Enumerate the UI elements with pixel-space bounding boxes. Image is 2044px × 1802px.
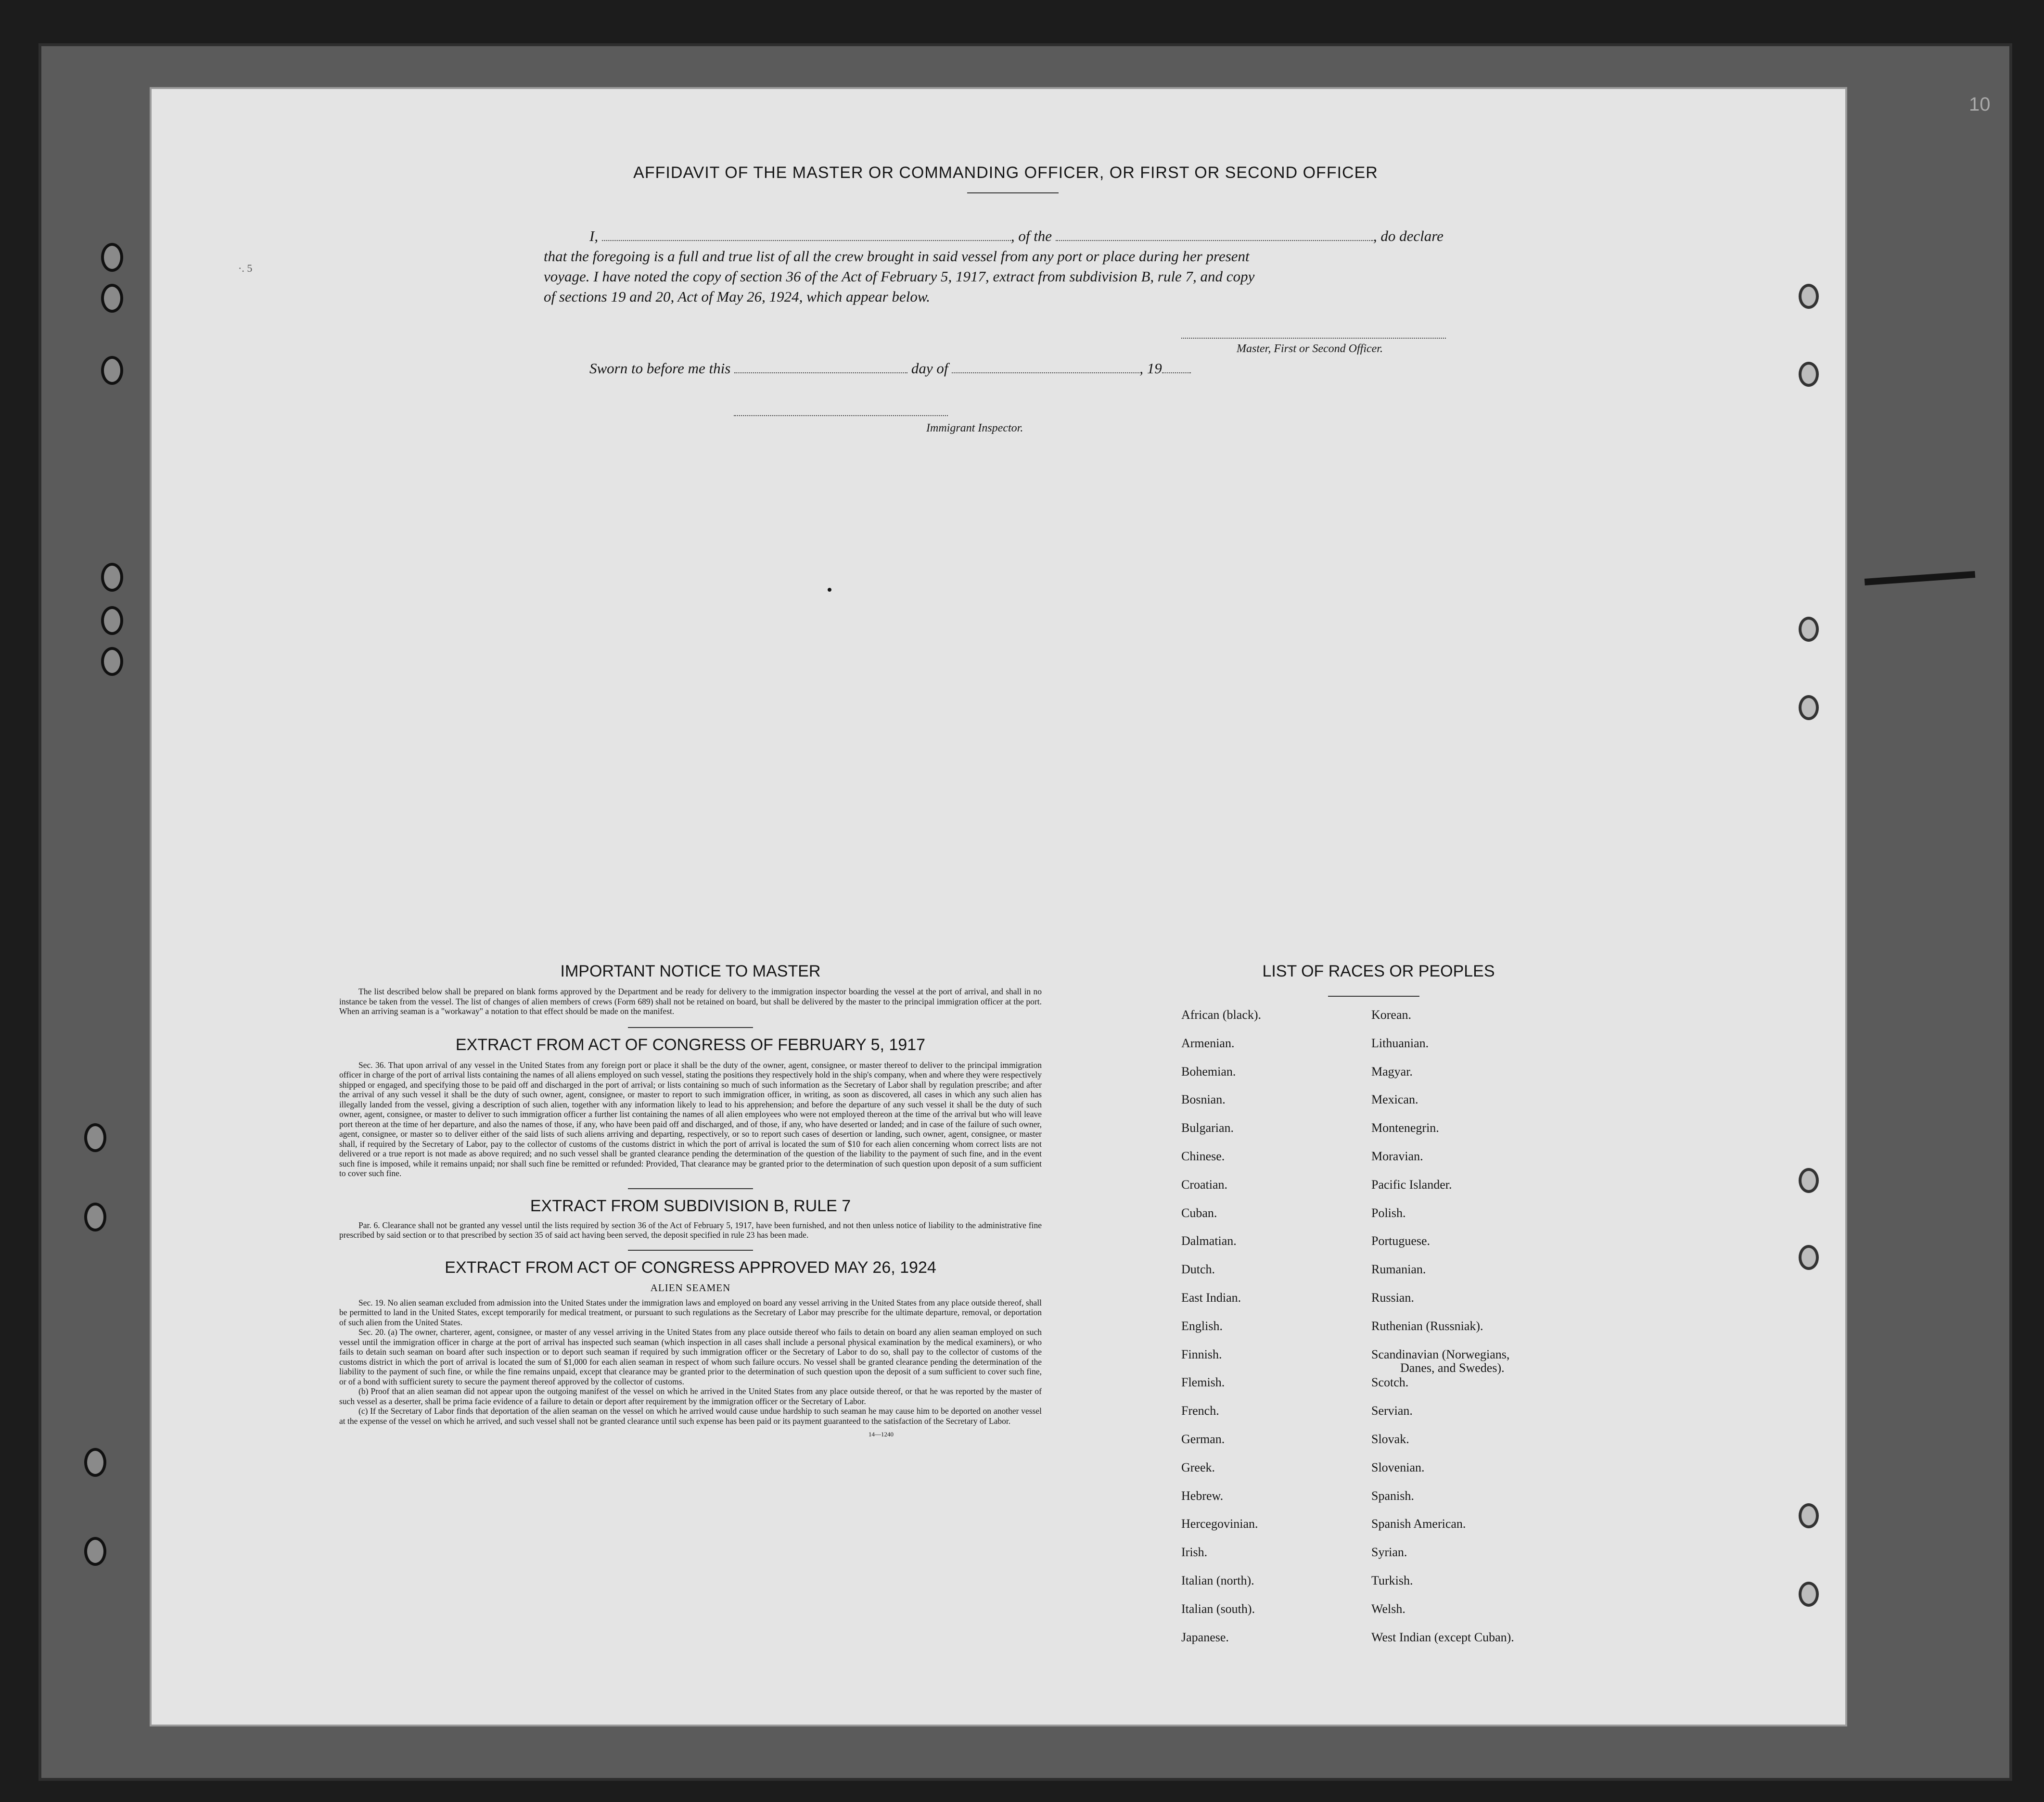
- title-underline: [967, 192, 1059, 193]
- binder-hole: [101, 284, 123, 313]
- race-item: Armenian.: [1181, 1036, 1235, 1050]
- binder-hole: [101, 243, 123, 272]
- race-item: Flemish.: [1181, 1375, 1225, 1390]
- decl-of-the: , of the: [1010, 228, 1052, 244]
- decl-do-declare: , do declare: [1373, 228, 1444, 244]
- race-item: West Indian (except Cuban).: [1371, 1630, 1514, 1644]
- races-title: LIST OF RACES OR PEOPLES: [1262, 962, 1495, 980]
- race-item: Spanish American.: [1371, 1517, 1466, 1531]
- year-blank[interactable]: [1162, 372, 1191, 373]
- extract-1917-title: EXTRACT FROM ACT OF CONGRESS OF FEBRUARY 5, 1917: [455, 1035, 926, 1054]
- race-item: Danes, and Swedes).: [1400, 1360, 1505, 1375]
- extract-1924-sec20b: (b) Proof that an alien seaman did not appear upon the outgoing manifest of the vessel on which he arrived in the United States from any place outside thereof, or that he was reported by the master of such vessel as a deserter, shall be prima facie evidence of a failure to detain or deport after requirement by the immigration officer or the Secretary of Labor.: [339, 1386, 1042, 1406]
- month-blank[interactable]: [952, 372, 1139, 373]
- race-item: Italian (north).: [1181, 1574, 1254, 1587]
- race-item: Moravian.: [1371, 1149, 1423, 1163]
- sworn-text: Sworn to before me this: [589, 360, 731, 377]
- binder-hole: [84, 1537, 106, 1566]
- binder-hole: [84, 1203, 106, 1231]
- race-item: Pacific Islander.: [1371, 1177, 1452, 1192]
- race-item: Dalmatian.: [1181, 1234, 1237, 1248]
- extract-1924-sec20a: Sec. 20. (a) The owner, charterer, agent, consignee, or master of any vessel arriving in the United States from any place outside thereof who fails to detain on board any alien seaman employed on such vessel until the immigration officer in charge at the port of arrival has inspected such seaman (which inspection in all cases shall include a personal physical examination by the medical examiners), or who fails to detain such seaman on board after such inspection or to deport such seaman if required by such immigration officer or the Secretary of Labor to do so, shall pay to the collector of customs of the customs district in which the port of arrival is located the sum of $1,000 for each alien seaman in respect of whom such failure occurs. No vessel shall be granted clearance pending the determination of the liability to the payment of such fine, or while the fine remains unpaid, except that clearance may be granted prior to the determination of such question upon the deposit of a sum sufficient to cover such fine, or of a bond with sufficient surety to secure the payment thereof approved by the collector of customs.: [339, 1327, 1042, 1386]
- vessel-blank[interactable]: [1056, 240, 1373, 241]
- race-item: Bosnian.: [1181, 1092, 1226, 1107]
- decl-line-4: of sections 19 and 20, Act of May 26, 1924, which appear below.: [544, 288, 931, 305]
- races-list: [1181, 1008, 1759, 1657]
- master-signature-line[interactable]: [1181, 338, 1446, 339]
- paper-hole: [1799, 1503, 1819, 1528]
- race-item: Polish.: [1371, 1206, 1406, 1220]
- extract-1924-subtitle: ALIEN SEAMEN: [650, 1282, 731, 1294]
- race-item: Montenegrin.: [1371, 1121, 1439, 1135]
- race-item: Hebrew.: [1181, 1488, 1224, 1503]
- race-item: French.: [1181, 1404, 1219, 1418]
- race-item: Syrian.: [1371, 1545, 1407, 1560]
- binder-hole: [101, 606, 123, 635]
- race-item: Irish.: [1181, 1545, 1208, 1560]
- ink-dot: [828, 588, 831, 592]
- extract-rule7-title: EXTRACT FROM SUBDIVISION B, RULE 7: [530, 1196, 851, 1215]
- binder-hole: [101, 356, 123, 385]
- race-item: Bohemian.: [1181, 1064, 1236, 1079]
- sworn-line: [589, 358, 1263, 379]
- race-item: Slovenian.: [1371, 1460, 1425, 1474]
- notice-title: IMPORTANT NOTICE TO MASTER: [560, 962, 821, 980]
- document-page: [152, 89, 1845, 1725]
- race-item: Scandinavian (Norwegians,: [1371, 1347, 1510, 1361]
- inspector-signature-line[interactable]: [734, 415, 948, 416]
- binder-hole: [84, 1448, 106, 1477]
- race-item: Slovak.: [1371, 1432, 1409, 1446]
- race-item: Chinese.: [1181, 1149, 1225, 1163]
- race-item: Welsh.: [1371, 1601, 1405, 1616]
- notice-text: The list described below shall be prepared on blank forms approved by the Department and be ready for delivery to the immigration inspector boarding the vessel at the port of arrival, and shall in no instance be taken from the vessel. The list of changes of alien members of crews (Form 689) shall not be retained on board, but shall be delivered by the master to the principal immigration officer at the port. When an arriving seaman is a "workaway" a notation to that effect should be made on the manifest.: [339, 987, 1042, 1016]
- section-divider: [628, 1188, 753, 1189]
- race-item: English.: [1181, 1319, 1223, 1333]
- section-divider: [628, 1027, 753, 1028]
- race-item: Croatian.: [1181, 1177, 1228, 1192]
- paper-hole: [1799, 1582, 1819, 1607]
- extract-1924-sec20c: (c) If the Secretary of Labor finds that deportation of the alien seaman on the vessel on which he arrived would cause undue hardship to such seaman he may cause him to be deported on another vessel at the expense of the vessel on which he arrived, and such vessel shall not be granted clearance until such expense has been paid or its payment guaranteed to the satisfaction of the Secretary of Labor.: [339, 1406, 1042, 1426]
- race-item: Servian.: [1371, 1404, 1413, 1418]
- name-blank[interactable]: [602, 240, 1011, 241]
- sworn-year: , 19: [1139, 360, 1162, 377]
- decl-i: I,: [589, 228, 599, 244]
- master-signature-label: Master, First or Second Officer.: [1237, 343, 1383, 355]
- section-divider: [628, 1250, 753, 1251]
- race-item: German.: [1181, 1432, 1225, 1446]
- race-item: Hercegovinian.: [1181, 1517, 1258, 1531]
- race-item: Bulgarian.: [1181, 1121, 1234, 1135]
- race-item: Mexican.: [1371, 1092, 1418, 1107]
- race-item: Turkish.: [1371, 1574, 1413, 1587]
- extract-1917-text: Sec. 36. That upon arrival of any vessel in the United States from any foreign port or place it shall be the duty of the owner, agent, consignee, or master thereof to deliver to the principal immigration officer in charge of the port of arrival lists containing the names of all aliens employed on such vessel, stating the positions they respectively hold in the ship's company, when and where they were respectively shipped or engaged, and specifying those to be paid off and discharged in the port of arrival; or lists containing so much of such information as the Secretary of Labor shall by regulation prescribe; and after the arrival of any such vessel it shall be the duty of such owner, agent, consignee, or master to report to such immigration officer, in writing, as soon as discovered, all cases in which any such alien has illegally landed from the vessel, giving a description of such alien, together with any information likely to lead to his apprehension; and before the departure of any such vessel it shall be the duty of such owner, agent, consignee, or master to deliver to such immigration officer a further list containing the names of all alien employees who were not employed thereon at the time of the arrival but who will leave port thereon at the time of her departure, and also the names of those, if any, who have been paid off and discharged, and of those, if any, who have deserted or landed; and in case of the failure of such owner, agent, consignee, or master so to deliver either of the said lists of such aliens arriving and departing, respectively, or so to report such cases of desertion or landing, such owner, agent, consignee, or master shall, if required by the Secretary of Labor, pay to the collector of customs of the customs district in which the port of arrival is located the sum of $10 for each alien concerning whom correct lists are not delivered or a true report is not made as above required; and no such vessel shall be granted clearance pending the determination of the question of the liability to the payment of such fine, and in the event such fine is imposed, while it remains unpaid; nor shall such fine be remitted or refunded: Provided, That clearance may be granted prior to the determination of such question upon deposit of a sum sufficient to cover such fine.: [339, 1060, 1042, 1178]
- race-item: African (black).: [1181, 1008, 1262, 1022]
- binder-hole: [101, 647, 123, 676]
- race-item: Cuban.: [1181, 1206, 1217, 1220]
- affidavit-title: AFFIDAVIT OF THE MASTER OR COMMANDING OFFICER, OR FIRST OR SECOND OFFICER: [633, 164, 1378, 182]
- race-item: Russian.: [1371, 1291, 1414, 1305]
- inspector-signature-label: Immigrant Inspector.: [926, 422, 1023, 434]
- race-item: Scotch.: [1371, 1375, 1409, 1390]
- binder-hole: [84, 1123, 106, 1152]
- race-item: Dutch.: [1181, 1262, 1215, 1277]
- race-item: East Indian.: [1181, 1291, 1241, 1305]
- left-margin-stamp: ·. 5: [238, 262, 253, 274]
- race-item: Korean.: [1371, 1008, 1412, 1022]
- sworn-day-of: day of: [911, 360, 948, 377]
- paper-hole: [1799, 1168, 1819, 1193]
- extract-1924-title: EXTRACT FROM ACT OF CONGRESS APPROVED MAY 26, 1924: [445, 1258, 936, 1277]
- race-item: Spanish.: [1371, 1488, 1414, 1503]
- race-item: Portuguese.: [1371, 1234, 1431, 1248]
- paper-hole: [1799, 1245, 1819, 1270]
- extract-1924-sec19: Sec. 19. No alien seaman excluded from admission into the United States under the immigration laws and employed on board any vessel arriving in the United States from any place outside thereof, shall be permitted to land in the United States, except temporarily for medical treatment, or pursuant to such regulations as the Secretary of Labor may prescribe for the ultimate departure, removal, or deportation of such alien from the United States.: [339, 1297, 1042, 1327]
- binder-hole: [101, 563, 123, 592]
- declaration-paragraph: [544, 226, 1646, 307]
- form-number: 14—1240: [869, 1431, 894, 1438]
- notices-column: [339, 962, 1042, 1438]
- paper-hole: [1799, 284, 1819, 309]
- race-item: Italian (south).: [1181, 1601, 1255, 1616]
- day-blank[interactable]: [734, 372, 907, 373]
- paper-hole: [1799, 362, 1819, 387]
- page-number-note: 10: [1969, 94, 1991, 115]
- race-item: Rumanian.: [1371, 1262, 1426, 1277]
- races-title-underline: [1328, 996, 1419, 997]
- race-item: Finnish.: [1181, 1347, 1222, 1361]
- decl-line-2: that the foregoing is a full and true list of all the crew brought in said vessel from any port or place during her present: [544, 248, 1250, 265]
- extract-rule7-text: Par. 6. Clearance shall not be granted any vessel until the lists required by section 36 of the Act of February 5, 1917, have been furnished, and not then unless notice of liability to the administrative fine prescribed by said section or to that prescribed by section 35 of said act having been served, the deposit specified in rule 23 has been made.: [339, 1220, 1042, 1240]
- race-item: Ruthenian (Russniak).: [1371, 1319, 1483, 1333]
- race-item: Japanese.: [1181, 1630, 1229, 1644]
- paper-hole: [1799, 617, 1819, 642]
- paper-hole: [1799, 695, 1819, 720]
- race-item: Lithuanian.: [1371, 1036, 1429, 1050]
- decl-line-3: voyage. I have noted the copy of section 36 of the Act of February 5, 1917, extract from subdivision B, rule 7, and copy: [544, 268, 1255, 285]
- race-item: Greek.: [1181, 1460, 1215, 1474]
- race-item: Magyar.: [1371, 1064, 1413, 1079]
